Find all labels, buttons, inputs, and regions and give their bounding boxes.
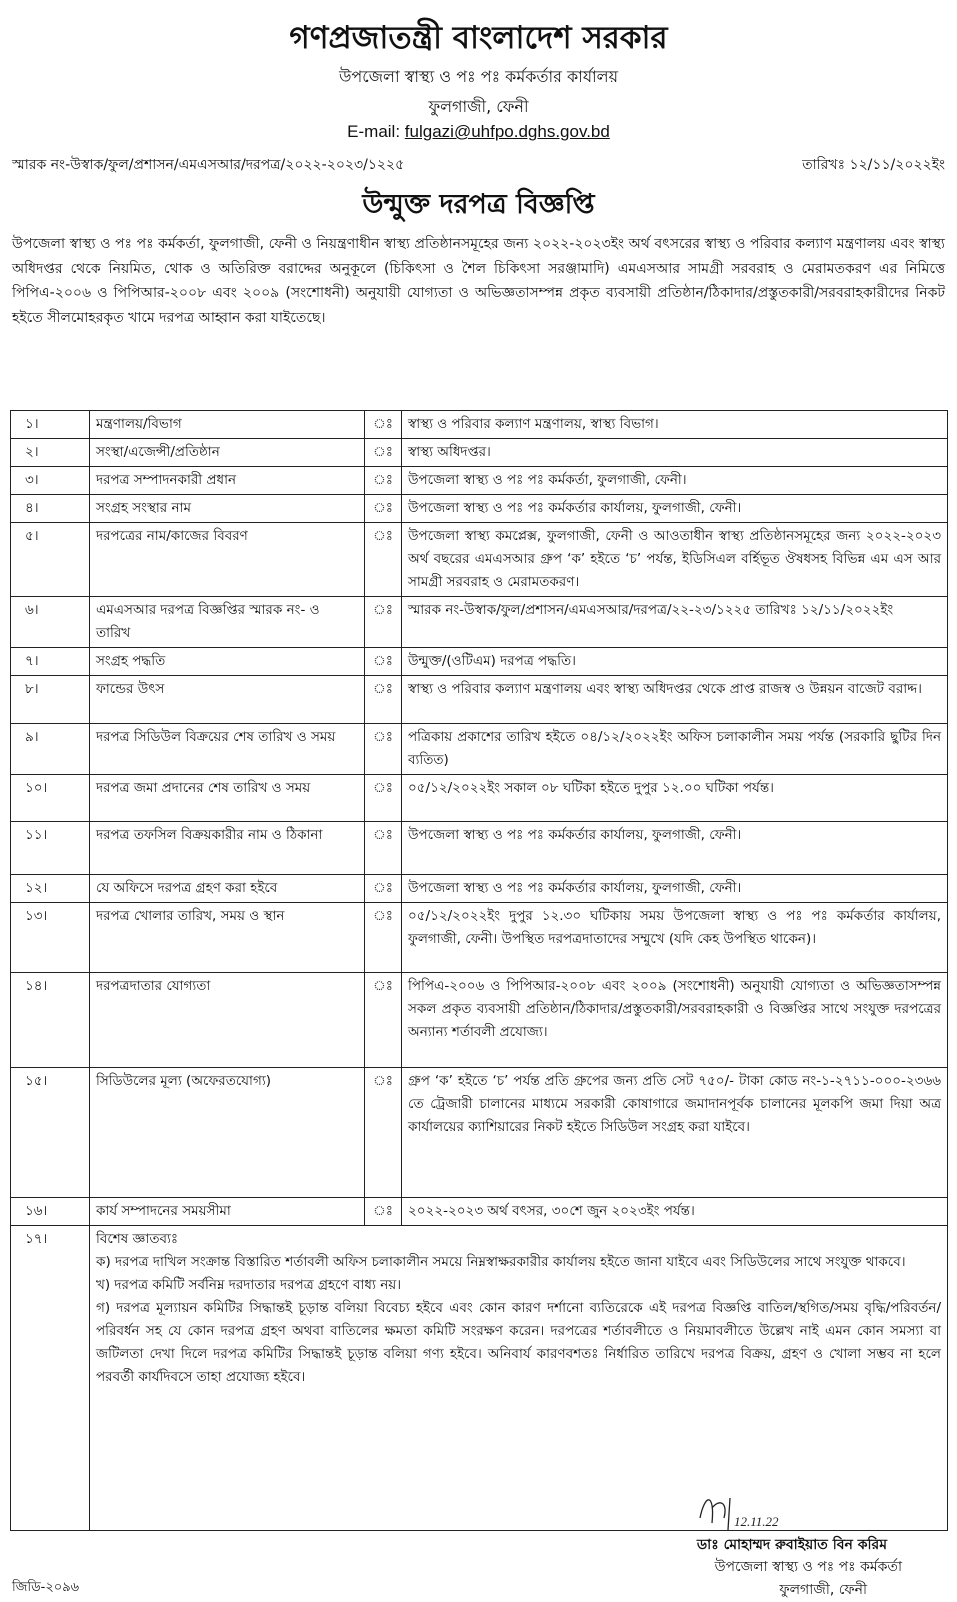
row-colon: ঃ [365,1198,402,1226]
row-colon: ঃ [365,822,402,875]
memo-number: স্মারক নং-উস্বাক/ফুল/প্রশাসন/এমএসআর/দরপত্র/২০২২-২০২৩/১২২৫ [12,157,405,173]
row-colon: ঃ [365,973,402,1068]
table-row [11,875,948,903]
row-colon: ঃ [365,495,402,523]
row-value: উপজেলা স্বাস্থ্য কমপ্লেক্স, ফুলগাজী, ফেনী ও আওতাধীন স্বাস্থ্য প্রতিষ্ঠানসমূহের জন্য ২০২২-২০২৩ অর্থ বছরের এমএসআর গ্রুপ ‘ক’ হইতে ‘চ’ পর্যন্ত, ইডিসিএল বর্হিভূত ঔষধসহ বিভিন্ন এম এস আর সামগ্রী সরবরাহ ও মেরামতকরণ। [402,523,948,597]
row-number: ৩। [11,467,90,495]
row-colon: ঃ [365,467,402,495]
svg-text:12.11.22: 12.11.22 [734,1514,779,1529]
table-row [11,724,948,775]
row-value: পিপিএ-২০০৬ ও পিপিআর-২০০৮ এবং ২০০৯ (সংশোধনী) অনুযায়ী যোগ্যতা ও অভিজ্ঞতাসম্পন্ন সকল প্রকৃত ব্যবসায়ী প্রতিষ্ঠান/ঠিকাদার/প্রস্তুতকারী/সরবরাহকারী ও বিজ্ঞপ্তির সাথে সংযুক্ত দরপত্রের অন্যান্য শর্তাবলী প্রযোজ্য। [402,973,948,1068]
special-notes-row [11,1226,948,1531]
row-value: উপজেলা স্বাস্থ্য ও পঃ পঃ কর্মকর্তার কার্যালয়, ফুলগাজী, ফেনী। [402,822,948,875]
row-label: দরপত্র খোলার তারিখ, সময় ও স্থান [90,903,365,973]
row-value: ২০২২-২০২৩ অর্থ বৎসর, ৩০শে জুন ২০২৩ইং পর্যন্ত। [402,1198,948,1226]
row-number: ৯। [11,724,90,775]
row-colon: ঃ [365,676,402,724]
government-heading: গণপ্রজাতন্ত্রী বাংলাদেশ সরকার [289,20,668,56]
special-note-item: খ) দরপত্র কমিটি সর্বনিম্ন দরদাতার দরপত্র গ্রহণে বাধ্য নয়। [96,1277,402,1293]
row-colon: ঃ [365,775,402,822]
row-number: ১২। [11,875,90,903]
table-row [11,775,948,822]
row-colon: ঃ [365,597,402,648]
row-colon: ঃ [365,875,402,903]
gd-number: জিডি-২০৯৬ [12,1580,80,1595]
row-number: ৫। [11,523,90,597]
table-row [11,648,948,676]
row-number: ২। [11,439,90,467]
table-row [11,439,948,467]
table-row [11,676,948,724]
signatory-name: ডাঃ মোহাম্মদ রুবাইয়াত বিন করিম [696,1537,887,1553]
row-label: দরপত্রদাতার যোগ্যতা [90,973,365,1068]
row-label: সংস্থা/এজেন্সী/প্রতিষ্ঠান [90,439,365,467]
row-number: ১৪। [11,973,90,1068]
row-colon: ঃ [365,523,402,597]
memo-date: তারিখঃ ১২/১১/২০২২ইং [802,157,945,173]
row-label: দরপত্র জমা প্রদানের শেষ তারিখ ও সময় [90,775,365,822]
row-colon: ঃ [365,411,402,439]
notice-title: উন্মুক্ত দরপত্র বিজ্ঞপ্তি [362,189,595,220]
row-value: স্বাস্থ্য অধিদপ্তর। [402,439,948,467]
table-row [11,597,948,648]
signatory-location: ফুলগাজী, ফেনী [779,1582,867,1598]
row-label: সংগ্রহ পদ্ধতি [90,648,365,676]
table-row [11,822,948,875]
row-value: স্বাস্থ্য ও পরিবার কল্যাণ মন্ত্রণালয়, স্বাস্থ্য বিভাগ। [402,411,948,439]
row-number: ১। [11,411,90,439]
row-value: উন্মুক্ত/(ওটিএম) দরপত্র পদ্ধতি। [402,648,948,676]
row-number: ১১। [11,822,90,875]
row-number: ১৩। [11,903,90,973]
signatory-designation: উপজেলা স্বাস্থ্য ও পঃ পঃ কর্মকর্তা [714,1559,902,1575]
row-value: স্মারক নং-উস্বাক/ফুল/প্রশাসন/এমএসআর/দরপত্র/২২-২৩/১২২৫ তারিখঃ ১২/১১/২০২২ইং [402,597,948,648]
office-name: উপজেলা স্বাস্থ্য ও পঃ পঃ কর্মকর্তার কার্যালয় [338,67,619,86]
row-value: স্বাস্থ্য ও পরিবার কল্যাণ মন্ত্রণালয় এবং স্বাস্থ্য অধিদপ্তর থেকে প্রাপ্ত রাজস্ব ও উন্নয়ন বাজেট বরাদ্দ। [402,676,948,724]
row-colon: ঃ [365,648,402,676]
row-number: ৭। [11,648,90,676]
row-number: ১৭। [11,1226,90,1531]
table-row [11,523,948,597]
row-number: ৪। [11,495,90,523]
table-row [11,973,948,1068]
row-label: ফান্ডের উৎস [90,676,365,724]
table-row [11,1068,948,1198]
table-row [11,1198,948,1226]
row-colon: ঃ [365,903,402,973]
table-row [11,411,948,439]
email-link[interactable]: fulgazi@uhfpo.dghs.gov.bd [404,122,610,141]
row-label: কার্য সম্পাদনের সময়সীমা [90,1198,365,1226]
row-value: ০৫/১২/২০২২ইং দুপুর ১২.৩০ ঘটিকায় সময় উপজেলা স্বাস্থ্য ও পঃ পঃ কর্মকর্তার কার্যালয়, ফুলগাজী, ফেনী। উপস্থিত দরপত্রদাতাদের সম্মুখে (যদি কেহ উপস্থিত থাকেন)। [402,903,948,973]
row-label: মন্ত্রণালয়/বিভাগ [90,411,365,439]
table-row [11,495,948,523]
intro-paragraph: উপজেলা স্বাস্থ্য ও পঃ পঃ কর্মকর্তা, ফুলগাজী, ফেনী ও নিয়ন্ত্রণাধীন স্বাস্থ্য প্রতিষ্ঠানসমূহের জন্য ২০২২-২০২৩ইং অর্থ বৎসরের স্বাস্থ্য ও পরিবার কল্যাণ মন্ত্রণালয় এবং স্বাস্থ্য অধিদপ্তর থেকে নিয়মিত, থোক ও অতিরিক্ত বরাদ্দের অনুকূলে (চিকিৎসা ও শৈল চিকিৎসা সরঞ্জামাদি) এমএসআর সামগ্রী সরবরাহ ও মেরামতকরণ এর নিমিত্তে পিপিএ-২০০৬ ও পিপিআর-২০০৮ এবং ২০০৯ (সংশোধনী) অনুযায়ী যোগ্যতা ও অভিজ্ঞতাসম্পন্ন প্রকৃত ব্যবসায়ী প্রতিষ্ঠান/ঠিকাদার/প্রস্তুতকারী/সরবরাহকারীদের নিকট হইতে সীলমোহরকৃত খামে দরপত্র আহ্বান করা যাইতেছে। [12,236,945,326]
email-label: E-mail: [347,122,401,141]
row-label: এমএসআর দরপত্র বিজ্ঞপ্তির স্মারক নং- ও তারিখ [90,597,365,648]
row-value: ০৫/১২/২০২২ইং সকাল ০৮ ঘটিকা হইতে দুপুর ১২.০০ ঘটিকা পর্যন্ত। [402,775,948,822]
special-note-item: ক) দরপত্র দাখিল সংক্রান্ত বিস্তারিত শর্তাবলী অফিস চলাকালীন সময়ে নিম্নস্বাক্ষরকারীর কার্যালয় হইতে জানা যাইবে এবং সিডিউলের সাথে সংযুক্ত থাকবে। [96,1254,906,1270]
row-value: পত্রিকায় প্রকাশের তারিখ হইতে ০৪/১২/২০২২ইং অফিস চলাকালীন সময় পর্যন্ত (সরকারি ছুটির দিন ব্যতিত) [402,724,948,775]
row-colon: ঃ [365,439,402,467]
row-number: ১০। [11,775,90,822]
special-notes [90,1226,948,1531]
row-value: উপজেলা স্বাস্থ্য ও পঃ পঃ কর্মকর্তার কার্যালয়, ফুলগাজী, ফেনী। [402,495,948,523]
row-value: উপজেলা স্বাস্থ্য ও পঃ পঃ কর্মকর্তা, ফুলগাজী, ফেনী। [402,467,948,495]
office-location: ফুলগাজী, ফেনী [428,97,529,116]
table-row [11,903,948,973]
table-row [11,467,948,495]
row-number: ৮। [11,676,90,724]
tender-details-table [10,410,948,1531]
row-label: দরপত্র সিডিউল বিক্রয়ের শেষ তারিখ ও সময় [90,724,365,775]
email-line [0,122,957,142]
row-value: গ্রুপ ‘ক’ হইতে ‘চ’ পর্যন্ত প্রতি গ্রুপের জন্য প্রতি সেট ৭৫০/- টাকা কোড নং-১-২৭১১-০০০-২৩৬৬ তে ট্রেজারী চালানের মাধ্যমে সরকারী কোষাগারে জমাদানপূর্বক চালানের মূলকপি জমা দিয়া অত্র কার্যালয়ের ক্যাশিয়ারের নিকট হইতে সিডিউল সংগ্রহ করা যাইবে। [402,1068,948,1198]
row-colon: ঃ [365,724,402,775]
row-number: ৬। [11,597,90,648]
row-number: ১৬। [11,1198,90,1226]
row-label: সিডিউলের মূল্য (অফেরতযোগ্য) [90,1068,365,1198]
row-label: যে অফিসে দরপত্র গ্রহণ করা হইবে [90,875,365,903]
row-value: উপজেলা স্বাস্থ্য ও পঃ পঃ কর্মকর্তার কার্যালয়, ফুলগাজী, ফেনী। [402,875,948,903]
row-colon: ঃ [365,1068,402,1198]
special-notes-heading: বিশেষ জ্ঞাতব্যঃ [96,1231,179,1247]
row-label: দরপত্র সম্পাদনকারী প্রধান [90,467,365,495]
special-note-item: গ) দরপত্র মূল্যায়ন কমিটির সিদ্ধান্তই চূড়ান্ত বলিয়া বিবেচ্য হইবে এবং কোন কারণ দর্শানো ব্যতিরেকে এই দরপত্র বিজ্ঞপ্তি বাতিল/স্থগিত/সময় বৃদ্ধি/পরিবর্তন/পরিবর্ধন সহ যে কোন দরপত্র গ্রহণ অথবা বাতিলের ক্ষমতা কমিটি সংরক্ষণ করেন। দরপত্রের শর্তাবলীতে ও নিয়মাবলীতে উল্লেখ নাই এমন কোন সমস্যা বা জটিলতা দেখা দিলে দরপত্র কমিটির সিদ্ধান্তই চূড়ান্ত বলিয়া গণ্য হইবে। অনিবার্য কারণবশতঃ নির্ধারিত তারিখে দরপত্র বিক্রয়, গ্রহণ ও খোলা সম্ভব না হলে পরবর্তী কার্যদিবসে তাহা প্রযোজ্য হইবে। [96,1300,941,1385]
row-label: দরপত্র তফসিল বিক্রয়কারীর নাম ও ঠিকানা [90,822,365,875]
handwritten-signature [690,1488,810,1538]
row-label: সংগ্রহ সংস্থার নাম [90,495,365,523]
row-number: ১৫। [11,1068,90,1198]
row-label: দরপত্রের নাম/কাজের বিবরণ [90,523,365,597]
